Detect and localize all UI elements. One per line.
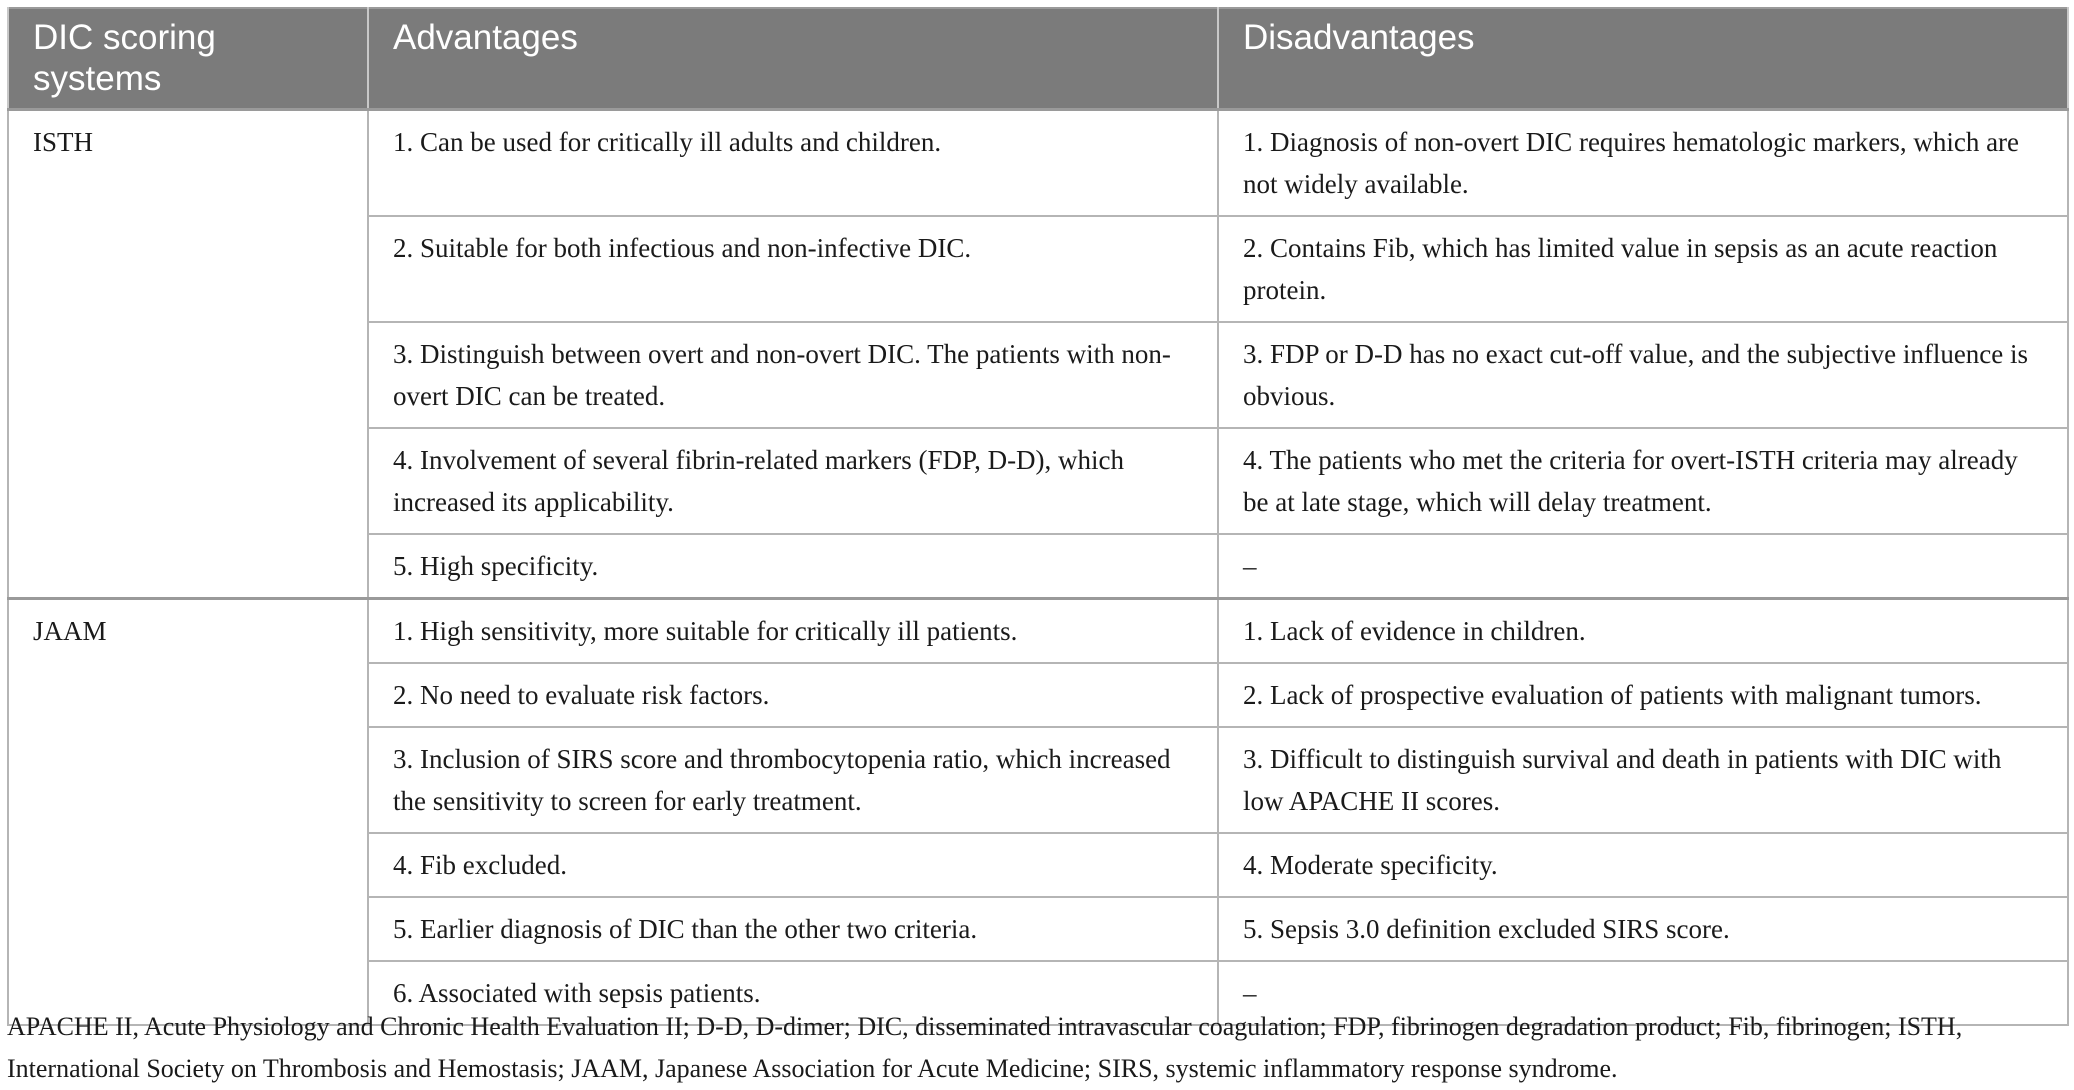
advantage-cell: 4. Involvement of several fibrin-related markers (FDP, D-D), which increased its applicability. [368,428,1218,534]
advantage-cell: 4. Fib excluded. [368,833,1218,897]
advantage-cell: 6. Associated with sepsis patients. [368,961,1218,1025]
advantage-cell: 1. High sensitivity, more suitable for critically ill patients. [368,599,1218,664]
disadvantage-cell: 3. FDP or D-D has no exact cut-off value, and the subjective influence is obvious. [1218,322,2068,428]
disadvantage-cell: – [1218,534,2068,599]
system-cell-jaam: JAAM [8,599,368,1026]
disadvantage-cell: 1. Lack of evidence in children. [1218,599,2068,664]
header-row [8,8,2068,110]
table-body [8,110,2068,1026]
header-advantages: Advantages [368,8,1218,110]
advantage-cell: 3. Distinguish between overt and non-overt DIC. The patients with non-overt DIC can be treated. [368,322,1218,428]
table-row [8,599,2068,664]
system-cell-isth: ISTH [8,110,368,599]
disadvantage-cell: 3. Difficult to distinguish survival and death in patients with DIC with low APACHE II scores. [1218,727,2068,833]
advantage-cell: 5. Earlier diagnosis of DIC than the other two criteria. [368,897,1218,961]
header-scoring-systems: DIC scoring systems [8,8,368,110]
header-disadvantages: Disadvantages [1218,8,2068,110]
advantage-cell: 1. Can be used for critically ill adults and children. [368,110,1218,217]
disadvantage-cell: 4. The patients who met the criteria for overt-ISTH criteria may already be at late stage, which will delay treatment. [1218,428,2068,534]
disadvantage-cell: 2. Contains Fib, which has limited value in sepsis as an acute reaction protein. [1218,216,2068,322]
disadvantage-cell: 5. Sepsis 3.0 definition excluded SIRS score. [1218,897,2068,961]
table-row [8,110,2068,217]
dic-scoring-table [7,7,2069,1026]
disadvantage-cell: – [1218,961,2068,1025]
disadvantage-cell: 4. Moderate specificity. [1218,833,2068,897]
table-header [8,8,2068,110]
advantage-cell: 2. Suitable for both infectious and non-infective DIC. [368,216,1218,322]
advantage-cell: 2. No need to evaluate risk factors. [368,663,1218,727]
disadvantage-cell: 1. Diagnosis of non-overt DIC requires hematologic markers, which are not widely available. [1218,110,2068,217]
advantage-cell: 3. Inclusion of SIRS score and thrombocytopenia ratio, which increased the sensitivity to screen for early treatment. [368,727,1218,833]
advantage-cell: 5. High specificity. [368,534,1218,599]
disadvantage-cell: 2. Lack of prospective evaluation of patients with malignant tumors. [1218,663,2068,727]
table-footnote: APACHE II, Acute Physiology and Chronic Health Evaluation II; D-D, D-dimer; DIC, disseminated intravascular coagulation; FDP, fibrinogen degradation product; Fib, fibrinogen; ISTH, International Society on Thrombosis and Hemostasis; JAAM, Japanese Association for Acute Medicine; SIRS, systemic inflammatory response syndrome. [7,1012,1963,1083]
comparison-table-container [7,7,2067,1026]
